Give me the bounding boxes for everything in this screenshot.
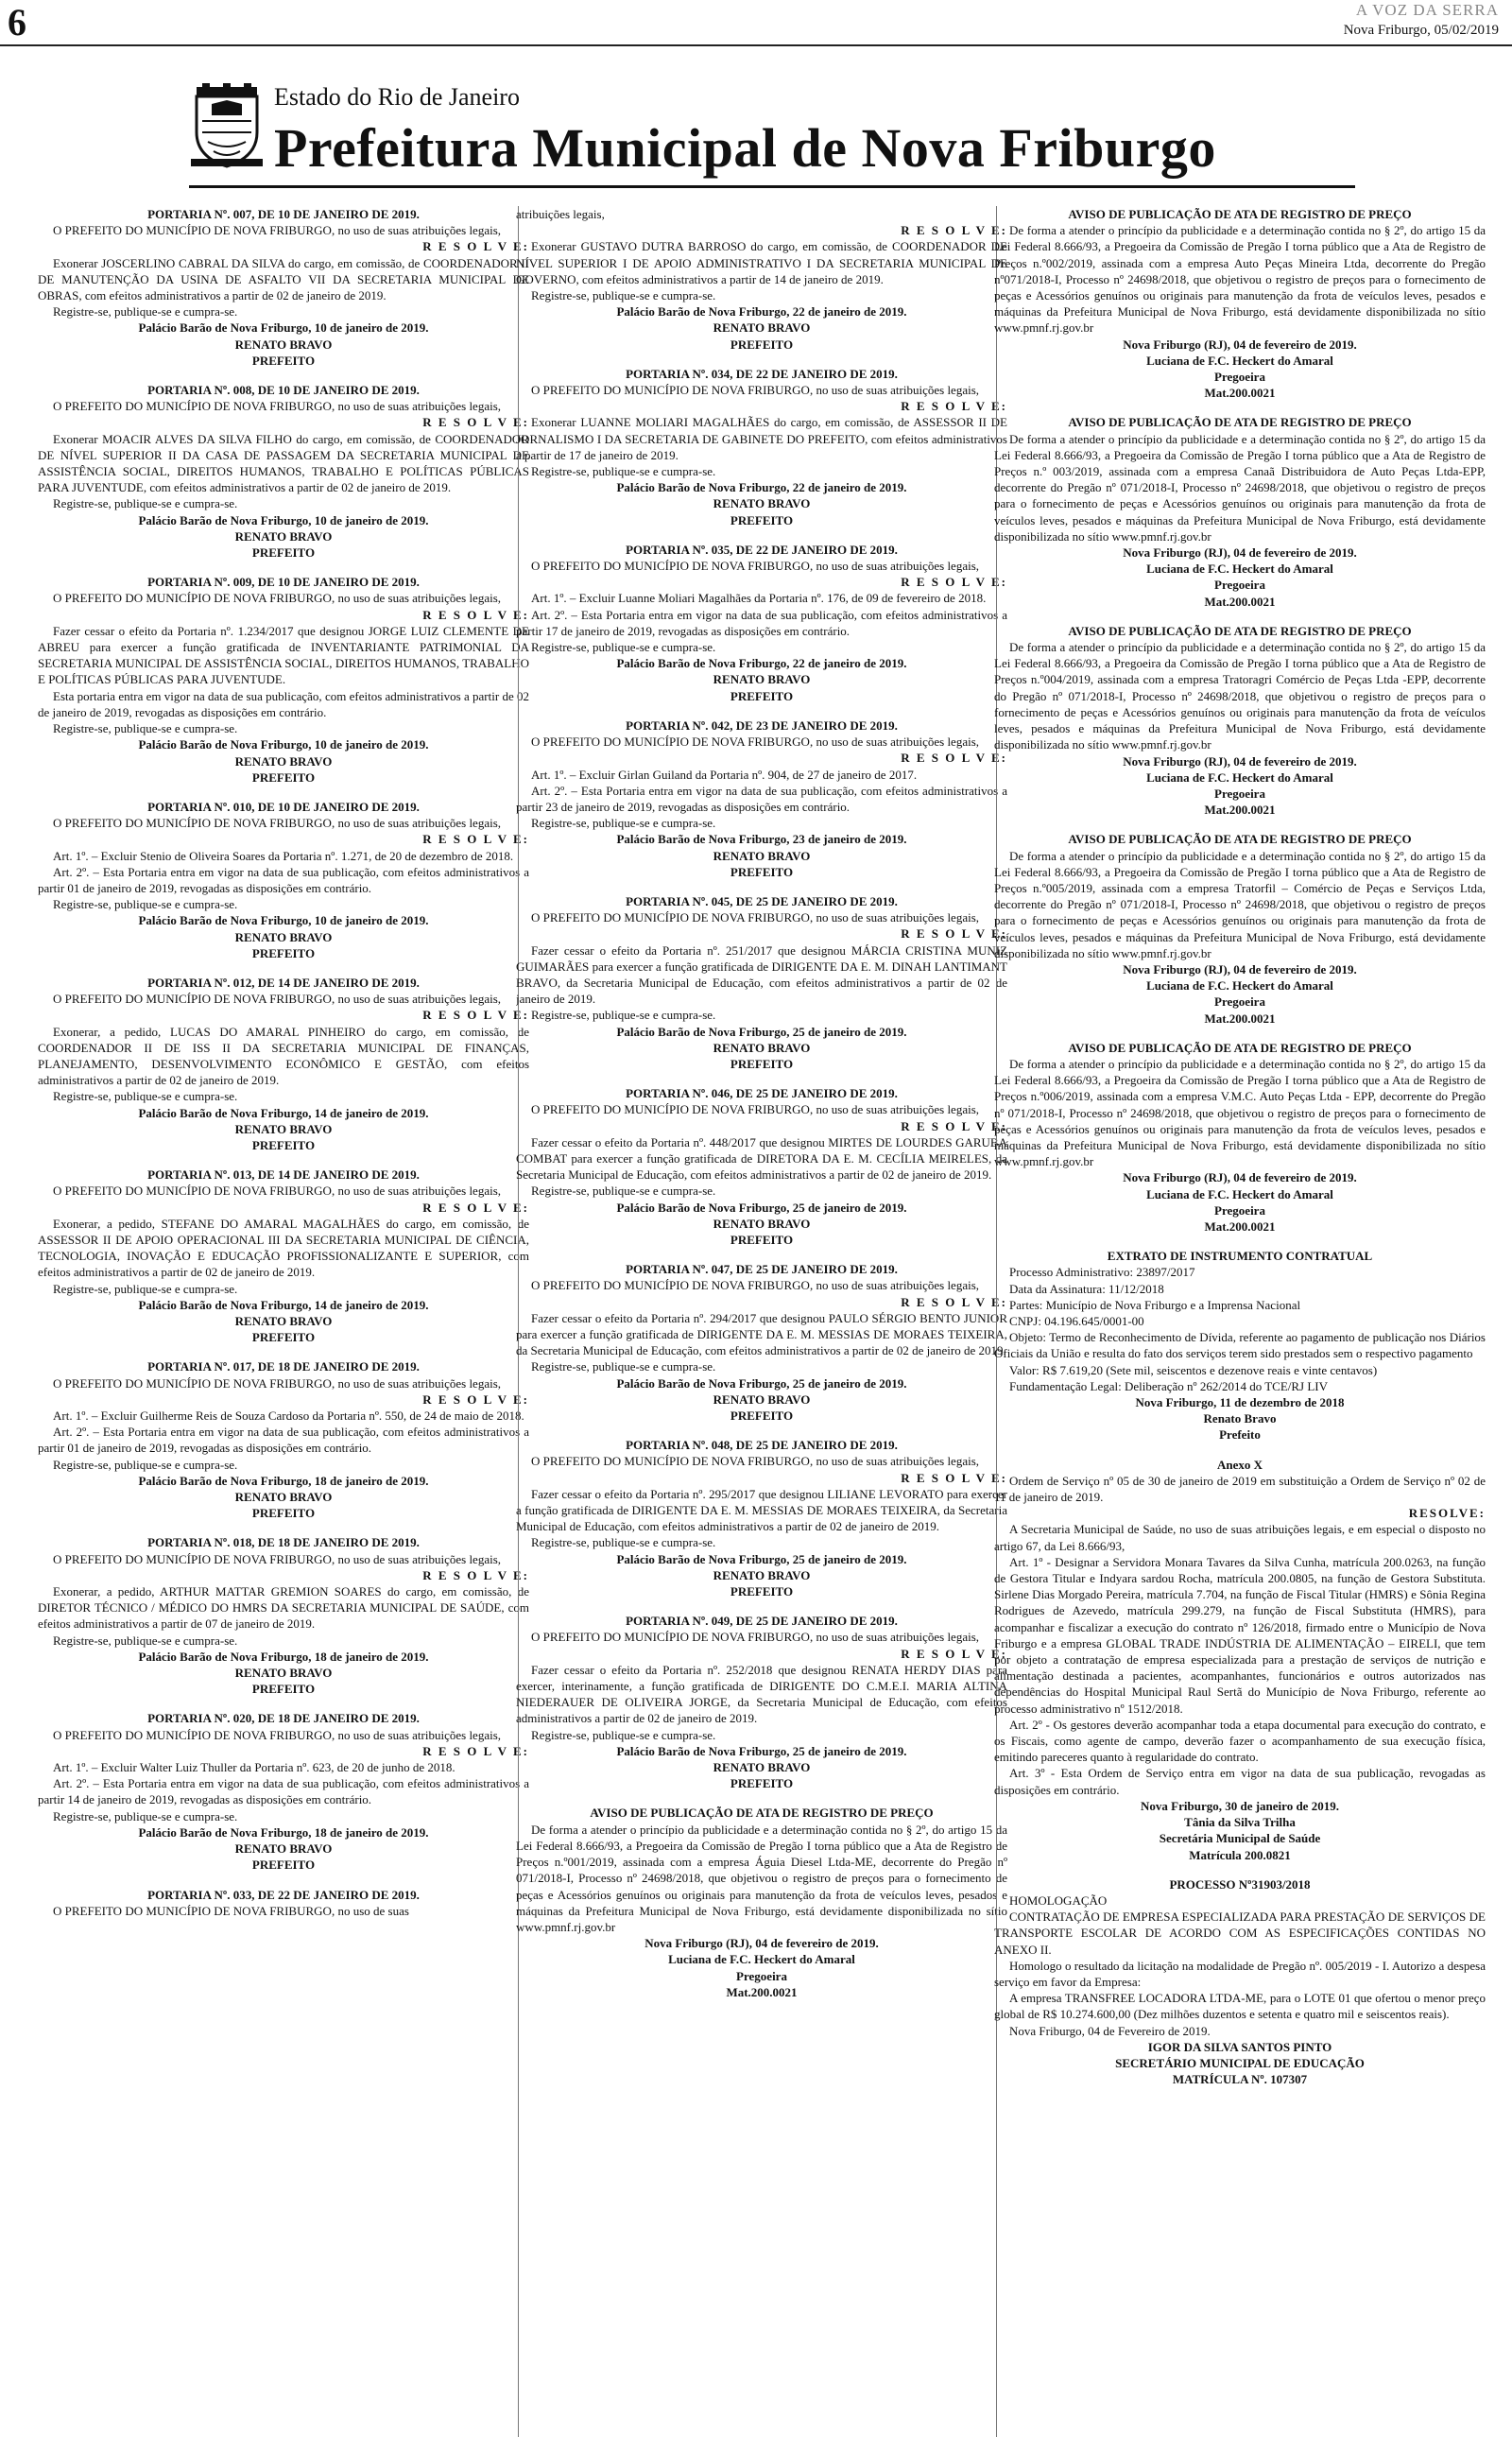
column-1 xyxy=(38,206,529,2446)
resolve-heading: R E S O L V E: xyxy=(901,1294,1007,1309)
signature-line: Prefeito xyxy=(1219,1427,1261,1443)
signature-line: Nova Friburgo (RJ), 04 de fevereiro de 2019. xyxy=(1123,1170,1357,1185)
section-paragraph: Fazer cessar o efeito da Portaria nº. 251/2017 que designou MÁRCIA CRISTINA MUNIZ GUIMARÃES para exercer a função gratificada de DIRIGENTE DA E. M. DINAH LANTIMANT BRAVO, da Secretaria Municipal de Educação, com efeitos administrativos a partir de 02 de janeiro de 2019. xyxy=(516,942,1007,1007)
document-section xyxy=(994,1248,1486,1443)
signature-line: Pregoeira xyxy=(736,1968,787,1983)
section-title: PORTARIA Nº. 012, DE 14 DE JANEIRO DE 2019. xyxy=(147,975,420,990)
resolve-heading: R E S O L V E: xyxy=(422,1743,529,1758)
section-paragraph: Registre-se, publique-se e cumpra-se. xyxy=(531,1727,716,1742)
signature-line: Pregoeira xyxy=(1214,786,1265,801)
section-paragraph: Exonerar LUANNE MOLIARI MAGALHÃES do cargo, em comissão, de ASSESSOR II DE JORNALISMO I DA SECRETARIA DE GABINETE DO PREFEITO, com efeitos administrativos a partir de 17 de janeiro de 2019. xyxy=(516,415,1007,462)
resolve-heading: R E S O L V E: xyxy=(422,1567,529,1582)
section-intro: O PREFEITO DO MUNICÍPIO DE NOVA FRIBURGO, no uso de suas atribuições legais, xyxy=(531,1102,980,1117)
section-paragraph: Registre-se, publique-se e cumpra-se. xyxy=(531,1008,716,1023)
section-paragraph: Art. 1º. – Excluir Stenio de Oliveira Soares da Portaria nº. 1.271, de 20 de dezembro de 2018. xyxy=(53,848,514,863)
section-paragraph: Exonerar GUSTAVO DUTRA BARROSO do cargo, em comissão, de COORDENADOR DE NÍVEL SUPERIOR I DE APOIO ADMINISTRATIVO I DA SECRETARIA MUNICIPAL DE GOVERNO, com efeitos administrativos a partir de 14 de janeiro de 2019. xyxy=(516,239,1007,286)
signature-line: IGOR DA SILVA SANTOS PINTO xyxy=(1147,2039,1332,2054)
section-paragraph: Registre-se, publique-se e cumpra-se. xyxy=(531,288,716,303)
signature-line: Tânia da Silva Trilha xyxy=(1184,1815,1296,1830)
document-section xyxy=(516,1085,1007,1248)
signature-line: PREFEITO xyxy=(251,945,316,960)
signature-line: Mat.200.0021 xyxy=(726,1984,798,1999)
signature-line: PREFEITO xyxy=(730,512,794,527)
section-paragraph: Registre-se, publique-se e cumpra-se. xyxy=(531,816,716,831)
signature-line: PREFEITO xyxy=(730,1776,794,1791)
document-section xyxy=(994,1876,1486,2088)
section-title: AVISO DE PUBLICAÇÃO DE ATA DE REGISTRO DE PREÇO xyxy=(1068,832,1412,847)
document-section xyxy=(38,1887,529,1919)
coat-of-arms-icon xyxy=(189,83,265,170)
signature-line: RENATO BRAVO xyxy=(234,528,333,544)
section-intro: O PREFEITO DO MUNICÍPIO DE NOVA FRIBURGO, no uso de suas atribuições legais, xyxy=(53,816,502,831)
signature-line: RENATO BRAVO xyxy=(234,1841,333,1857)
section-title: PORTARIA Nº. 048, DE 25 DE JANEIRO DE 2019. xyxy=(626,1438,898,1453)
section-paragraph: Art. 2º - Os gestores deverão acompanhar toda a etapa documental para execução do contrato, e os Fiscais, como agente de campo, deverão fazer o acompanhamento de sua execução física, emitindo pareceres quanto à regularidade do contrato. xyxy=(994,1717,1486,1765)
section-intro: O PREFEITO DO MUNICÍPIO DE NOVA FRIBURGO, no uso de suas atribuições legais, xyxy=(531,910,980,925)
signature-line: Mat.200.0021 xyxy=(1204,803,1276,818)
section-title: AVISO DE PUBLICAÇÃO DE ATA DE REGISTRO DE PREÇO xyxy=(1068,1040,1412,1055)
signature-line: RENATO BRAVO xyxy=(713,496,811,511)
signature-line: Palácio Barão de Nova Friburgo, 18 de janeiro de 2019. xyxy=(138,1473,429,1488)
document-section xyxy=(994,206,1486,401)
signature-line: Pregoeira xyxy=(1214,370,1265,385)
resolve-heading: R E S O L V E: xyxy=(422,239,529,254)
signature-line: Palácio Barão de Nova Friburgo, 10 de janeiro de 2019. xyxy=(138,320,429,336)
section-intro: O PREFEITO DO MUNICÍPIO DE NOVA FRIBURGO, no uso de suas atribuições legais, xyxy=(531,1630,980,1645)
resolve-heading: R E S O L V E: xyxy=(422,1008,529,1023)
section-paragraph: Fazer cessar o efeito da Portaria nº. 252/2018 que designou RENATA HERDY DIAS para exercer, interinamente, a função gratificada de DIRIGENTE DO C.M.E.I. MARIA ALTINA NIEDERAUER DE OLIVEIRA JORGE, da Secretaria Municipal de Educação, com efeitos administrativos a partir de 02 de janeiro de 2019. xyxy=(516,1662,1007,1726)
page-number: 6 xyxy=(8,1,26,43)
section-intro: O PREFEITO DO MUNICÍPIO DE NOVA FRIBURGO, no uso de suas atribuições legais, xyxy=(531,1278,980,1293)
document-section xyxy=(994,831,1486,1026)
section-paragraph: Partes: Município de Nova Friburgo e a Imprensa Nacional xyxy=(1009,1297,1301,1312)
section-paragraph: Registre-se, publique-se e cumpra-se. xyxy=(531,1184,716,1199)
resolve-heading: R E S O L V E: xyxy=(901,223,1007,238)
column-3 xyxy=(994,206,1486,2446)
section-title: PORTARIA Nº. 010, DE 10 DE JANEIRO DE 2019. xyxy=(147,799,420,814)
signature-line: RENATO BRAVO xyxy=(234,753,333,769)
signature-line: Palácio Barão de Nova Friburgo, 25 de janeiro de 2019. xyxy=(616,1551,907,1566)
document-section xyxy=(38,975,529,1153)
signature-line: Luciana de F.C. Heckert do Amaral xyxy=(1146,353,1333,368)
signature-line: RENATO BRAVO xyxy=(234,1314,333,1328)
section-title: PORTARIA Nº. 013, DE 14 DE JANEIRO DE 2019. xyxy=(147,1167,420,1183)
section-title: PORTARIA Nº. 008, DE 10 DE JANEIRO DE 2019. xyxy=(147,383,420,398)
section-paragraph: Registre-se, publique-se e cumpra-se. xyxy=(53,1457,238,1472)
section-paragraph: Art. 2º. – Esta Portaria entra em vigor na data de sua publicação, com efeitos administrativos a partir 01 de janeiro de 2019, revogadas as disposições em contrário. xyxy=(38,1425,529,1456)
resolve-heading: R E S O L V E: xyxy=(901,1646,1007,1661)
section-intro: O PREFEITO DO MUNICÍPIO DE NOVA FRIBURGO, no uso de suas atribuições legais, xyxy=(53,1727,502,1742)
section-title: PORTARIA Nº. 035, DE 22 DE JANEIRO DE 2019. xyxy=(626,542,898,557)
page-title: Prefeitura Municipal de Nova Friburgo xyxy=(274,117,1216,179)
section-paragraph: Registre-se, publique-se e cumpra-se. xyxy=(53,304,238,320)
resolve-heading: R E S O L V E: xyxy=(422,1391,529,1407)
section-title: PORTARIA Nº. 017, DE 18 DE JANEIRO DE 2019. xyxy=(147,1359,420,1374)
signature-line: RENATO BRAVO xyxy=(713,1760,811,1775)
section-paragraph: Exonerar, a pedido, ARTHUR MATTAR GREMION SOARES do cargo, em comissão, de DIRETOR TÉCNICO / MÉDICO DO HMRS DA SECRETARIA MUNICIPAL DE SAÚDE, com efeitos administrativos a partir de 07 de janeiro de 2019. xyxy=(38,1584,529,1632)
section-paragraph: Art. 1º - Designar a Servidora Monara Tavares da Silva Cunha, matrícula 200.0263, na função de Gestora Titular e Indyara sardou Rocha, matrícula 200.0805, na função de Gestora Substituta. Sirlene Dias Morgado Pereira, matrícula 7.704, na função de Fiscal Titular (HMRS) e Sônia Regina Rodrigues de Azevedo, matrícula 299.279, na função de Fiscal Substituta (HMRS), para acompanhar e fiscalizar a execução do contrato nº 126/2018, firmado entre o Município de Nova Friburgo e a empresa GLOBAL TRADE INDÚSTRIA DE ALIMENTAÇÃO – EIRELI, que tem por objeto a contratação de empresa especializada para a prestação de serviços de nutrição e alimentação destinada a pacientes, acompanhantes, funcionários e outros autorizados nas dependências do Hospital Municipal Raul Sertã do Município de Nova Friburgo, referente ao processo administrativo nº 1512/2018. xyxy=(994,1554,1486,1716)
section-paragraph: De forma a atender o princípio da publicidade e a determinação contida no § 2º, do artigo 15 da Lei Federal 8.666/93, a Pregoeira da Comissão de Pregão I torna público que a Ata de Registro de Preços n.º006/2019, assinada com a empresa V.M.C. Auto Peças Ltda - EPP, decorrente do Pregão nº 071/2018-I, Processo nº 24698/2018, que objetivou o registro de preços para o fornecimento de peças e Acessórios genuínos ou originais para manutenção da frota de veículos leves, pesados e máquinas da Prefeitura Municipal de Nova Friburgo, está devidamente disponibilizada no sítio www.pmnf.rj.gov.br xyxy=(994,1056,1486,1169)
newspaper-name: A VOZ DA SERRA xyxy=(1355,1,1499,19)
section-paragraph: Registre-se, publique-se e cumpra-se. xyxy=(53,496,238,511)
signature-line: Palácio Barão de Nova Friburgo, 25 de janeiro de 2019. xyxy=(616,1024,907,1039)
document-section xyxy=(38,799,529,961)
signature-line: Mat.200.0021 xyxy=(1204,1011,1276,1026)
signature-line: PREFEITO xyxy=(251,545,316,561)
section-intro: O PREFEITO DO MUNICÍPIO DE NOVA FRIBURGO, no uso de suas atribuições legais, xyxy=(53,992,502,1007)
signature-line: RENATO BRAVO xyxy=(713,1216,811,1231)
state-name: Estado do Rio de Janeiro xyxy=(274,83,520,111)
signature-line: Secretária Municipal de Saúde xyxy=(1159,1831,1321,1846)
signature-line: RENATO BRAVO xyxy=(713,320,811,336)
document-section xyxy=(516,206,1007,353)
section-title: AVISO DE PUBLICAÇÃO DE ATA DE REGISTRO DE PREÇO xyxy=(1068,623,1412,638)
section-paragraph: De forma a atender o princípio da publicidade e a determinação contida no § 2º, do artigo 15 da Lei Federal 8.666/93, a Pregoeira da Comissão de Pregão I torna público que a Ata de Registro de Preços n.º002/2019, assinada com a empresa Auto Peças Mineira Ltda, decorrente do Pregão nº071/2018-I, Processo nº 24698/2018, que objetivou o registro de preços para o fornecimento de peças e Acessórios genuínos ou originais para manutenção da frota de veículos leves, pesados e máquinas da Prefeitura Municipal de Nova Friburgo, está devidamente disponibilizada no sítio www.pmnf.rj.gov.br xyxy=(994,223,1486,336)
section-intro: O PREFEITO DO MUNICÍPIO DE NOVA FRIBURGO, no uso de suas atribuições legais, xyxy=(53,1184,502,1199)
signature-line: Nova Friburgo (RJ), 04 de fevereiro de 2019. xyxy=(1123,337,1357,352)
signature-line: Palácio Barão de Nova Friburgo, 10 de janeiro de 2019. xyxy=(138,512,429,527)
section-paragraph: Art. 3º - Esta Ordem de Serviço entra em vigor na data de sua publicação, revogadas as disposições em contrário. xyxy=(994,1766,1486,1797)
section-paragraph: Nova Friburgo, 04 de Fevereiro de 2019. xyxy=(1009,2023,1211,2038)
resolve-heading: R E S O L V E: xyxy=(901,399,1007,414)
resolve-heading: R E S O L V E: xyxy=(422,1200,529,1215)
signature-line: Palácio Barão de Nova Friburgo, 10 de janeiro de 2019. xyxy=(138,737,429,752)
section-paragraph: Registre-se, publique-se e cumpra-se. xyxy=(531,1535,716,1550)
section-paragraph: Processo Administrativo: 23897/2017 xyxy=(1009,1265,1195,1280)
section-paragraph: Art. 2º. – Esta Portaria entra em vigor na data de sua publicação, com efeitos administrativos a partir 14 de janeiro de 2019, revogadas as disposições em contrário. xyxy=(38,1776,529,1807)
column-2 xyxy=(516,206,1007,2446)
section-paragraph: Art. 2º. – Esta Portaria entra em vigor na data de sua publicação, com efeitos administrativos a partir 01 de janeiro de 2019, revogadas as disposições em contrário. xyxy=(38,864,529,895)
section-title: PORTARIA Nº. 007, DE 10 DE JANEIRO DE 2019. xyxy=(147,207,420,221)
section-intro: O PREFEITO DO MUNICÍPIO DE NOVA FRIBURGO, no uso de suas atribuições legais, xyxy=(53,1375,502,1391)
document-section xyxy=(516,1613,1007,1791)
document-section xyxy=(516,366,1007,528)
signature-line: Luciana de F.C. Heckert do Amaral xyxy=(668,1952,855,1967)
section-paragraph: Art. 2º. – Esta Portaria entra em vigor na data de sua publicação, com efeitos administrativos a partir 17 de janeiro de 2019, revogadas as disposições em contrário. xyxy=(516,607,1007,638)
section-paragraph: De forma a atender o princípio da publicidade e a determinação contida no § 2º, do artigo 15 da Lei Federal 8.666/93, a Pregoeira da Comissão de Pregão I torna público que a Ata de Registro de Preços n.º 003/2019, assinada com a empresa Canaã Distribuidora de Auto Peças Ltda-EPP, decorrente do Pregão nº 071/2018-I, Processo nº 24698/2018, que objetivou o registro de preços para o fornecimento de peças e Acessórios genuínos ou originais para manutenção da frota de veículos leves, pesados e máquinas da Prefeitura Municipal de Nova Friburgo, está devidamente disponibilizada no sítio www.pmnf.rj.gov.br xyxy=(994,431,1486,544)
document-section xyxy=(994,1040,1486,1235)
signature-line: Renato Bravo xyxy=(1203,1411,1277,1426)
document-section xyxy=(38,1710,529,1873)
section-paragraph: Registre-se, publique-se e cumpra-se. xyxy=(53,1281,238,1296)
section-paragraph: Art. 1º. – Excluir Luanne Moliari Magalhães da Portaria nº. 176, de 09 de fevereiro de 2018. xyxy=(531,591,987,606)
section-paragraph: De forma a atender o princípio da publicidade e a determinação contida no § 2º, do artigo 15 da Lei Federal 8.666/93, a Pregoeira da Comissão de Pregão I torna público que a Ata de Registro de Preços n.º004/2019, assinada com a empresa Tratoragri Comércio de Peças Ltda -EPP, decorrente do Pregão nº 071/2018-I, Processo nº 24698/2018, que objetivou o registro de preços para o fornecimento de peças e Acessórios genuínos ou originais para manutenção da frota de veículos leves, pesados e máquinas da Prefeitura Municipal de Nova Friburgo, está devidamente disponibilizada no sítio www.pmnf.rj.gov.br xyxy=(994,640,1486,752)
signature-line: Pregoeira xyxy=(1214,1202,1265,1218)
section-intro: Ordem de Serviço nº 05 de 30 de janeiro de 2019 em substituição a Ordem de Serviço nº 02 de 11 de janeiro de 2019. xyxy=(994,1473,1486,1505)
document-section xyxy=(516,542,1007,704)
section-title: PORTARIA Nº. 046, DE 25 DE JANEIRO DE 2019. xyxy=(626,1086,898,1101)
section-paragraph: Art. 2º. – Esta Portaria entra em vigor na data de sua publicação, com efeitos administrativos a partir 23 de janeiro de 2019, revogadas as disposições em contrário. xyxy=(516,783,1007,814)
section-paragraph: Registre-se, publique-se e cumpra-se. xyxy=(53,1808,238,1823)
signature-line: RENATO BRAVO xyxy=(234,1490,333,1505)
signature-line: PREFEITO xyxy=(730,1584,794,1599)
section-paragraph: Registre-se, publique-se e cumpra-se. xyxy=(531,640,716,655)
signature-line: PREFEITO xyxy=(251,1682,316,1697)
section-paragraph: Fazer cessar o efeito da Portaria nº. 448/2017 que designou MIRTES DE LOURDES GARUBA COMBAT para exercer a função gratificada de DIRETORA DA E. M. CECÍLIA MEIRELES, da Secretaria Municipal de Educação, com efeitos administrativos a partir de 02 de janeiro de 2019. xyxy=(516,1134,1007,1183)
section-paragraph: Fazer cessar o efeito da Portaria nº. 295/2017 que designou LILIANE LEVORATO para exercer a função gratificada de DIRIGENTE DA E. M. MESSIAS DE MORAES TEIXEIRA, da Secretaria Municipal de Educação, com efeitos administrativos a partir de 02 de janeiro de 2019. xyxy=(516,1486,1007,1534)
document-section xyxy=(38,382,529,561)
section-paragraph: Art. 1º. – Excluir Guilherme Reis de Souza Cardoso da Portaria nº. 550, de 24 de maio de 2018. xyxy=(53,1408,524,1424)
section-intro: HOMOLOGAÇÃO xyxy=(1009,1892,1108,1908)
signature-line: Mat.200.0021 xyxy=(1204,594,1276,609)
signature-line: Palácio Barão de Nova Friburgo, 10 de janeiro de 2019. xyxy=(138,913,429,928)
resolve-heading: R E S O L V E: xyxy=(901,751,1007,766)
signature-line: PREFEITO xyxy=(251,1506,316,1521)
section-paragraph: De forma a atender o princípio da publicidade e a determinação contida no § 2º, do artigo 15 da Lei Federal 8.666/93, a Pregoeira da Comissão de Pregão I torna público que a Ata de Registro de Preços n.º001/2019, assinada com a empresa Águia Diesel Ltda-ME, decorrente do Pregão nº 071/2018-I, Processo nº 24698/2018, que objetivou o registro de preços para o fornecimento de peças e Acessórios genuínos ou originais para manutenção da frota de veículos leves, pesados e máquinas da Prefeitura Municipal de Nova Friburgo, está devidamente disponibilizada no sítio www.pmnf.rj.gov.br xyxy=(516,1822,1007,1934)
signature-line: Mat.200.0021 xyxy=(1204,1218,1276,1234)
masthead-rule xyxy=(189,185,1355,188)
signature-line: RENATO BRAVO xyxy=(713,848,811,863)
signature-line: Palácio Barão de Nova Friburgo, 18 de janeiro de 2019. xyxy=(138,1649,429,1664)
signature-line: Pregoeira xyxy=(1214,994,1265,1010)
signature-line: RENATO BRAVO xyxy=(713,1040,811,1055)
masthead xyxy=(189,79,1418,183)
section-title: PORTARIA Nº. 034, DE 22 DE JANEIRO DE 2019. xyxy=(626,366,898,381)
document-section xyxy=(516,1261,1007,1424)
section-paragraph: Data da Assinatura: 11/12/2018 xyxy=(1009,1281,1164,1296)
resolve-heading: R E S O L V E: xyxy=(901,1470,1007,1485)
document-section xyxy=(38,574,529,786)
signature-line: RENATO BRAVO xyxy=(234,1121,333,1136)
signature-line: Nova Friburgo (RJ), 04 de fevereiro de 2019. xyxy=(644,1936,879,1951)
signature-line: PREFEITO xyxy=(730,1056,794,1071)
signature-line: PREFEITO xyxy=(730,688,794,703)
resolve-heading: R E S O L V E: xyxy=(422,607,529,622)
section-intro: O PREFEITO DO MUNICÍPIO DE NOVA FRIBURGO, no uso de suas atribuições legais, xyxy=(531,383,980,398)
page-header xyxy=(0,0,1512,57)
section-paragraph: Fazer cessar o efeito da Portaria nº. 294/2017 que designou PAULO SÉRGIO BENTO JUNIOR para exercer a função gratificada de DIRIGENTE DA E. M. MESSIAS DE MORAES TEIXEIRA, da Secretaria Municipal de Educação, com efeitos administrativos a partir de 02 de janeiro de 2019. xyxy=(516,1310,1007,1358)
signature-line: Palácio Barão de Nova Friburgo, 25 de janeiro de 2019. xyxy=(616,1375,907,1391)
resolve-heading: R E S O L V E: xyxy=(901,575,1007,590)
document-section xyxy=(516,893,1007,1072)
resolve-heading: R E S O L V E: xyxy=(422,415,529,430)
signature-line: Palácio Barão de Nova Friburgo, 22 de janeiro de 2019. xyxy=(616,656,907,671)
section-intro: O PREFEITO DO MUNICÍPIO DE NOVA FRIBURGO, no uso de suas atribuições legais, xyxy=(53,223,502,238)
signature-line: PREFEITO xyxy=(251,1330,316,1345)
section-intro: O PREFEITO DO MUNICÍPIO DE NOVA FRIBURGO, no uso de suas atribuições legais, xyxy=(531,734,980,750)
section-title: PORTARIA Nº. 018, DE 18 DE JANEIRO DE 2019. xyxy=(147,1535,420,1550)
section-title: PORTARIA Nº. 047, DE 25 DE JANEIRO DE 2019. xyxy=(626,1262,898,1277)
edition-date: Nova Friburgo, 05/02/2019 xyxy=(1343,23,1499,38)
signature-line: Palácio Barão de Nova Friburgo, 23 de janeiro de 2019. xyxy=(616,832,907,847)
signature-line: PREFEITO xyxy=(251,353,316,368)
document-section xyxy=(38,1358,529,1521)
section-title: PORTARIA Nº. 045, DE 25 DE JANEIRO DE 2019. xyxy=(626,893,898,908)
section-paragraph: Art. 1º. – Excluir Girlan Guiland da Portaria nº. 904, de 27 de janeiro de 2017. xyxy=(531,767,918,782)
section-title: AVISO DE PUBLICAÇÃO DE ATA DE REGISTRO DE PREÇO xyxy=(590,1806,934,1821)
section-title: AVISO DE PUBLICAÇÃO DE ATA DE REGISTRO DE PREÇO xyxy=(1068,415,1412,430)
section-paragraph: Homologo o resultado da licitação na modalidade de Pregão nº. 005/2019 - I. Autorizo a despesa serviço em favor da Empresa: xyxy=(994,1958,1486,1989)
section-title: PORTARIA Nº. 042, DE 23 DE JANEIRO DE 2019. xyxy=(626,717,898,733)
signature-line: RENATO BRAVO xyxy=(234,1666,333,1681)
section-title: PORTARIA Nº. 020, DE 18 DE JANEIRO DE 2019. xyxy=(147,1711,420,1726)
section-paragraph: Objeto: Termo de Reconhecimento de Dívida, referente ao pagamento de publicação nos Diários Oficiais da União e resulta do fato dos serviços terem sido prestados sem o respectivo pagamento xyxy=(994,1330,1486,1361)
section-intro: O PREFEITO DO MUNICÍPIO DE NOVA FRIBURGO, no uso de suas atribuições legais, xyxy=(53,1551,502,1566)
signature-line: PREFEITO xyxy=(730,1232,794,1247)
signature-line: Luciana de F.C. Heckert do Amaral xyxy=(1146,769,1333,785)
section-paragraph: Esta portaria entra em vigor na data de sua publicação, com efeitos administrativos a partir de 02 de janeiro de 2019, revogadas as disposições em contrário. xyxy=(38,688,529,719)
signature-line: RENATO BRAVO xyxy=(234,929,333,944)
document-section xyxy=(38,206,529,369)
signature-line: RENATO BRAVO xyxy=(713,1567,811,1582)
section-intro: atribuições legais, xyxy=(516,207,605,221)
section-paragraph: De forma a atender o princípio da publicidade e a determinação contida no § 2º, do artigo 15 da Lei Federal 8.666/93, a Pregoeira da Comissão de Pregão I torna público que a Ata de Registro de Preços n.º005/2019, assinada com a empresa Tratorfil – Comércio de Peças e Serviços Ltda, decorrente do Pregão nº 071/2018-I, Processo nº 24698/2018, que objetivou o registro de preços para o fornecimento de peças e Acessórios genuínos ou originais para manutenção da frota de veículos leves, pesados e máquinas da Prefeitura Municipal de Nova Friburgo, está devidamente disponibilizada no sítio www.pmnf.rj.gov.br xyxy=(994,848,1486,960)
section-paragraph: Registre-se, publique-se e cumpra-se. xyxy=(53,1089,238,1104)
signature-line: MATRÍCULA Nº. 107307 xyxy=(1172,2072,1308,2087)
signature-line: Pregoeira xyxy=(1214,578,1265,593)
section-title: AVISO DE PUBLICAÇÃO DE ATA DE REGISTRO DE PREÇO xyxy=(1068,207,1412,221)
signature-line: Palácio Barão de Nova Friburgo, 18 de janeiro de 2019. xyxy=(138,1824,429,1840)
section-intro: O PREFEITO DO MUNICÍPIO DE NOVA FRIBURGO, no uso de suas atribuições legais, xyxy=(53,399,502,414)
section-title: PORTARIA Nº. 033, DE 22 DE JANEIRO DE 2019. xyxy=(147,1887,420,1902)
section-paragraph: Exonerar, a pedido, STEFANE DO AMARAL MAGALHÃES do cargo, em comissão, de ASSESSOR II DE APOIO OPERACIONAL III DA SECRETARIA MUNICIPAL DE CIÊNCIA, TECNOLOGIA, INOVAÇÃO E EDUCAÇÃO PROFISSIONALIZANTE E SUPERIOR, com efeitos administrativos a partir de 02 de janeiro de 2019. xyxy=(38,1216,529,1280)
header-divider xyxy=(0,44,1512,46)
document-section xyxy=(516,1437,1007,1599)
section-intro: O PREFEITO DO MUNICÍPIO DE NOVA FRIBURGO, no uso de suas atribuições legais, xyxy=(53,591,502,606)
signature-line: RENATO BRAVO xyxy=(234,337,333,352)
signature-line: Palácio Barão de Nova Friburgo, 22 de janeiro de 2019. xyxy=(616,480,907,495)
signature-line: Palácio Barão de Nova Friburgo, 25 de janeiro de 2019. xyxy=(616,1743,907,1758)
section-paragraph: Registre-se, publique-se e cumpra-se. xyxy=(531,1359,716,1374)
document-section xyxy=(994,414,1486,609)
section-title: PROCESSO Nº31903/2018 xyxy=(1169,1876,1311,1892)
resolve-heading: R E S O L V E: xyxy=(901,1118,1007,1133)
resolve-heading: RESOLVE: xyxy=(1408,1506,1486,1521)
section-paragraph: CONTRATAÇÃO DE EMPRESA ESPECIALIZADA PARA PRESTAÇÃO DE SERVIÇOS DE TRANSPORTE ESCOLAR DE ACORDO COM AS ESPECIFICAÇÕES CONTIDAS NO ANEXO II. xyxy=(994,1910,1486,1957)
document-section xyxy=(38,1534,529,1697)
section-paragraph: Registre-se, publique-se e cumpra-se. xyxy=(531,464,716,479)
section-title: Anexo X xyxy=(1216,1457,1263,1472)
document-section xyxy=(516,717,1007,880)
signature-line: Palácio Barão de Nova Friburgo, 25 de janeiro de 2019. xyxy=(616,1200,907,1215)
section-paragraph: Registre-se, publique-se e cumpra-se. xyxy=(53,897,238,912)
section-paragraph: Exonerar JOSCERLINO CABRAL DA SILVA do cargo, em comissão, de COORDENADOR II DE MANUTENÇÃO DA USINA DE ASFALTO VII DA SECRETARIA MUNICIPAL DE OBRAS, com efeitos administrativos a partir de 02 de janeiro de 2019. xyxy=(38,255,529,303)
document-section xyxy=(38,1167,529,1345)
signature-line: RENATO BRAVO xyxy=(713,1391,811,1407)
signature-line: Luciana de F.C. Heckert do Amaral xyxy=(1146,1186,1333,1201)
signature-line: RENATO BRAVO xyxy=(713,672,811,687)
signature-line: PREFEITO xyxy=(251,1137,316,1152)
section-paragraph: Fundamentação Legal: Deliberação nº 262/2014 do TCE/RJ LIV xyxy=(1009,1378,1329,1393)
section-paragraph: Registre-se, publique-se e cumpra-se. xyxy=(53,721,238,736)
document-section xyxy=(994,1457,1486,1863)
resolve-heading: R E S O L V E: xyxy=(901,926,1007,942)
signature-line: PREFEITO xyxy=(251,769,316,785)
section-paragraph: CNPJ: 04.196.645/0001-00 xyxy=(1009,1314,1144,1328)
signature-line: PREFEITO xyxy=(730,864,794,879)
section-title: PORTARIA Nº. 009, DE 10 DE JANEIRO DE 2019. xyxy=(147,575,420,590)
signature-line: PREFEITO xyxy=(730,1408,794,1424)
signature-line: Matrícula 200.0821 xyxy=(1189,1847,1291,1862)
signature-line: SECRETÁRIO MUNICIPAL DE EDUCAÇÃO xyxy=(1115,2055,1365,2070)
section-paragraph: Exonerar, a pedido, LUCAS DO AMARAL PINHEIRO do cargo, em comissão, de COORDENADOR II DE ISS II DA SECRETARIA MUNICIPAL DE FINANÇAS, PLANEJAMENTO, DESENVOLVIMENTO ECONÔMICO E GESTÃO, com efeitos administrativos a partir de 02 de janeiro de 2019. xyxy=(38,1024,529,1088)
signature-line: Palácio Barão de Nova Friburgo, 22 de janeiro de 2019. xyxy=(616,304,907,320)
section-title: EXTRATO DE INSTRUMENTO CONTRATUAL xyxy=(1107,1249,1373,1264)
section-intro: O PREFEITO DO MUNICÍPIO DE NOVA FRIBURGO, no uso de suas xyxy=(53,1903,409,1918)
resolve-heading: R E S O L V E: xyxy=(422,832,529,847)
signature-line: Mat.200.0021 xyxy=(1204,386,1276,401)
section-paragraph: Exonerar MOACIR ALVES DA SILVA FILHO do cargo, em comissão, de COORDENADOR DE NÍVEL SUPERIOR II DA CASA DE PASSAGEM DA SECRETARIA MUNICIPAL DE ASSISTÊNCIA SOCIAL, DIREITOS HUMANOS, TRABALHO E POLÍTICAS PÚBLICAS PARA JUVENTUDE, com efeitos administrativos a partir de 02 de janeiro de 2019. xyxy=(38,431,529,495)
signature-line: Palácio Barão de Nova Friburgo, 14 de janeiro de 2019. xyxy=(138,1105,429,1120)
signature-line: PREFEITO xyxy=(730,337,794,352)
signature-line: Luciana de F.C. Heckert do Amaral xyxy=(1146,562,1333,577)
section-paragraph: Art. 1º. – Excluir Walter Luiz Thuller da Portaria nº. 623, de 20 de junho de 2018. xyxy=(53,1760,455,1775)
section-intro: O PREFEITO DO MUNICÍPIO DE NOVA FRIBURGO, no uso de suas atribuições legais, xyxy=(531,559,980,574)
signature-line: Nova Friburgo (RJ), 04 de fevereiro de 2019. xyxy=(1123,753,1357,769)
signature-line: Nova Friburgo, 11 de dezembro de 2018 xyxy=(1135,1395,1345,1410)
section-paragraph: Valor: R$ 7.619,20 (Sete mil, seiscentos e dezenove reais e vinte centavos) xyxy=(1009,1362,1378,1377)
section-paragraph: A Secretaria Municipal de Saúde, no uso de suas atribuições legais, e em especial o disposto no artigo 67, da Lei 8.666/93, xyxy=(994,1522,1486,1553)
section-intro: O PREFEITO DO MUNICÍPIO DE NOVA FRIBURGO, no uso de suas atribuições legais, xyxy=(531,1454,980,1469)
signature-line: Nova Friburgo (RJ), 04 de fevereiro de 2019. xyxy=(1123,545,1357,561)
signature-line: Nova Friburgo (RJ), 04 de fevereiro de 2019. xyxy=(1123,961,1357,976)
signature-line: Luciana de F.C. Heckert do Amaral xyxy=(1146,978,1333,994)
section-paragraph: Registre-se, publique-se e cumpra-se. xyxy=(53,1633,238,1648)
signature-line: PREFEITO xyxy=(251,1858,316,1873)
section-paragraph: Fazer cessar o efeito da Portaria nº. 1.234/2017 que designou JORGE LUIZ CLEMENTE DE ABREU para exercer a função gratificada de INVENTARIANTE PATRIMONIAL DA SECRETARIA MUNICIPAL DE ASSISTÊNCIA SOCIAL, DIREITOS HUMANOS, TRABALHO E POLÍTICAS PÚBLICAS PARA JUVENTUDE. xyxy=(38,623,529,687)
document-section xyxy=(994,623,1486,818)
signature-line: Nova Friburgo, 30 de janeiro de 2019. xyxy=(1141,1798,1339,1813)
signature-line: Palácio Barão de Nova Friburgo, 14 de janeiro de 2019. xyxy=(138,1297,429,1312)
section-title: PORTARIA Nº. 049, DE 25 DE JANEIRO DE 2019. xyxy=(626,1614,898,1629)
section-paragraph: A empresa TRANSFREE LOCADORA LTDA-ME, para o LOTE 01 que ofertou o menor preço global de R$ 10.274.600,00 (Dez milhões duzentos e setenta e quatro mil e seiscentos reais). xyxy=(994,1991,1486,2022)
document-section xyxy=(516,1805,1007,1999)
